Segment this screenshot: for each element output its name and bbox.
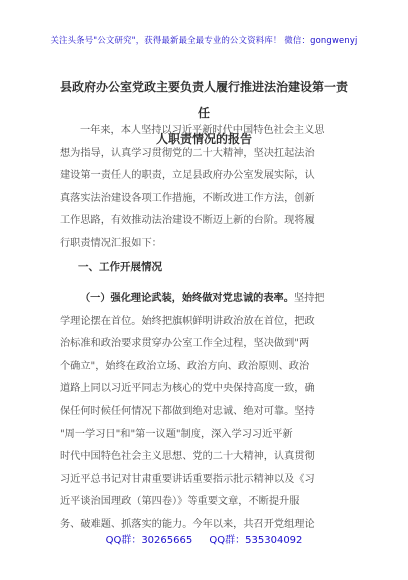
paragraph-line: 想为指导，认真学习贯彻党的二十大精神，坚决扛起法治 <box>60 147 315 159</box>
paragraph-line-rest: 坚持把 <box>293 293 325 304</box>
footer-qq-group-2: QQ群：535304092 <box>209 535 303 546</box>
paragraph-line: 时代中国特色社会主义思想、党的二十大精神，认真贯彻 <box>60 451 315 463</box>
subsection-heading: （一）强化理论武装，始终做对党忠诚的表率。 <box>80 293 294 304</box>
intro-paragraph <box>60 120 348 256</box>
paragraph-line: 务、破难题、抓落实的能力。今年以来，共召开党组理论 <box>60 518 315 530</box>
paragraph-line: 真落实法治建设各项工作措施，不断改进工作方法，创新 <box>60 192 315 204</box>
title-line-1: 县政府办公室党政主要负责人履行推进法治建设第一责任 <box>60 80 349 120</box>
paragraph-line: 道路上同以习近平同志为核心的党中央保持高度一致，确 <box>60 383 315 395</box>
paragraph-line: 个确立"，始终在政治立场、政治方向、政治原则、政治 <box>60 360 310 372</box>
paragraph-line: 治标准和政治要求贯穿办公室工作全过程，坚决做到"两 <box>60 338 310 350</box>
promo-banner: 关注头条号"公文研究"，获得最新最全最专业的公文资料库！ 微信：gongwenyj <box>50 35 358 45</box>
paragraph-line: 建设第一责任人的职责，立足县政府办公室发展实际，认 <box>60 170 315 182</box>
section-heading: 一、工作开展情况 <box>78 261 162 273</box>
paragraph-line: "周一学习日"和"第一议题"制度，深入学习习近平新 <box>60 428 293 440</box>
paragraph-line <box>60 288 348 311</box>
paragraph-line: 工作思路，有效推动法治建设不断迈上新的台阶。现将履 <box>60 215 315 227</box>
footer-qq-group-1: QQ群：30265665 <box>105 535 193 546</box>
footer-contacts <box>0 531 408 546</box>
paragraph-line: 一年来，本人坚持以习近平新时代中国特色社会主义思 <box>80 125 325 136</box>
paragraph-line: 学理论摆在首位。始终把旗帜鲜明讲政治放在首位，把政 <box>60 315 315 327</box>
subsection-paragraph <box>60 288 348 537</box>
paragraph-line: 习近平总书记对甘肃重要讲话重要指示批示精神以及《习 <box>60 473 315 485</box>
paragraph-line: 保任何时候任何情况下都做到绝对忠诚、绝对可靠。坚持 <box>60 405 315 417</box>
paragraph-line: 行职责情况汇报如下： <box>60 237 162 249</box>
title-line-2: 人职责情况的报告 <box>155 132 252 146</box>
paragraph-line: 近平谈治国理政（第四卷）》等重要文章，不断提升服 <box>60 496 300 508</box>
